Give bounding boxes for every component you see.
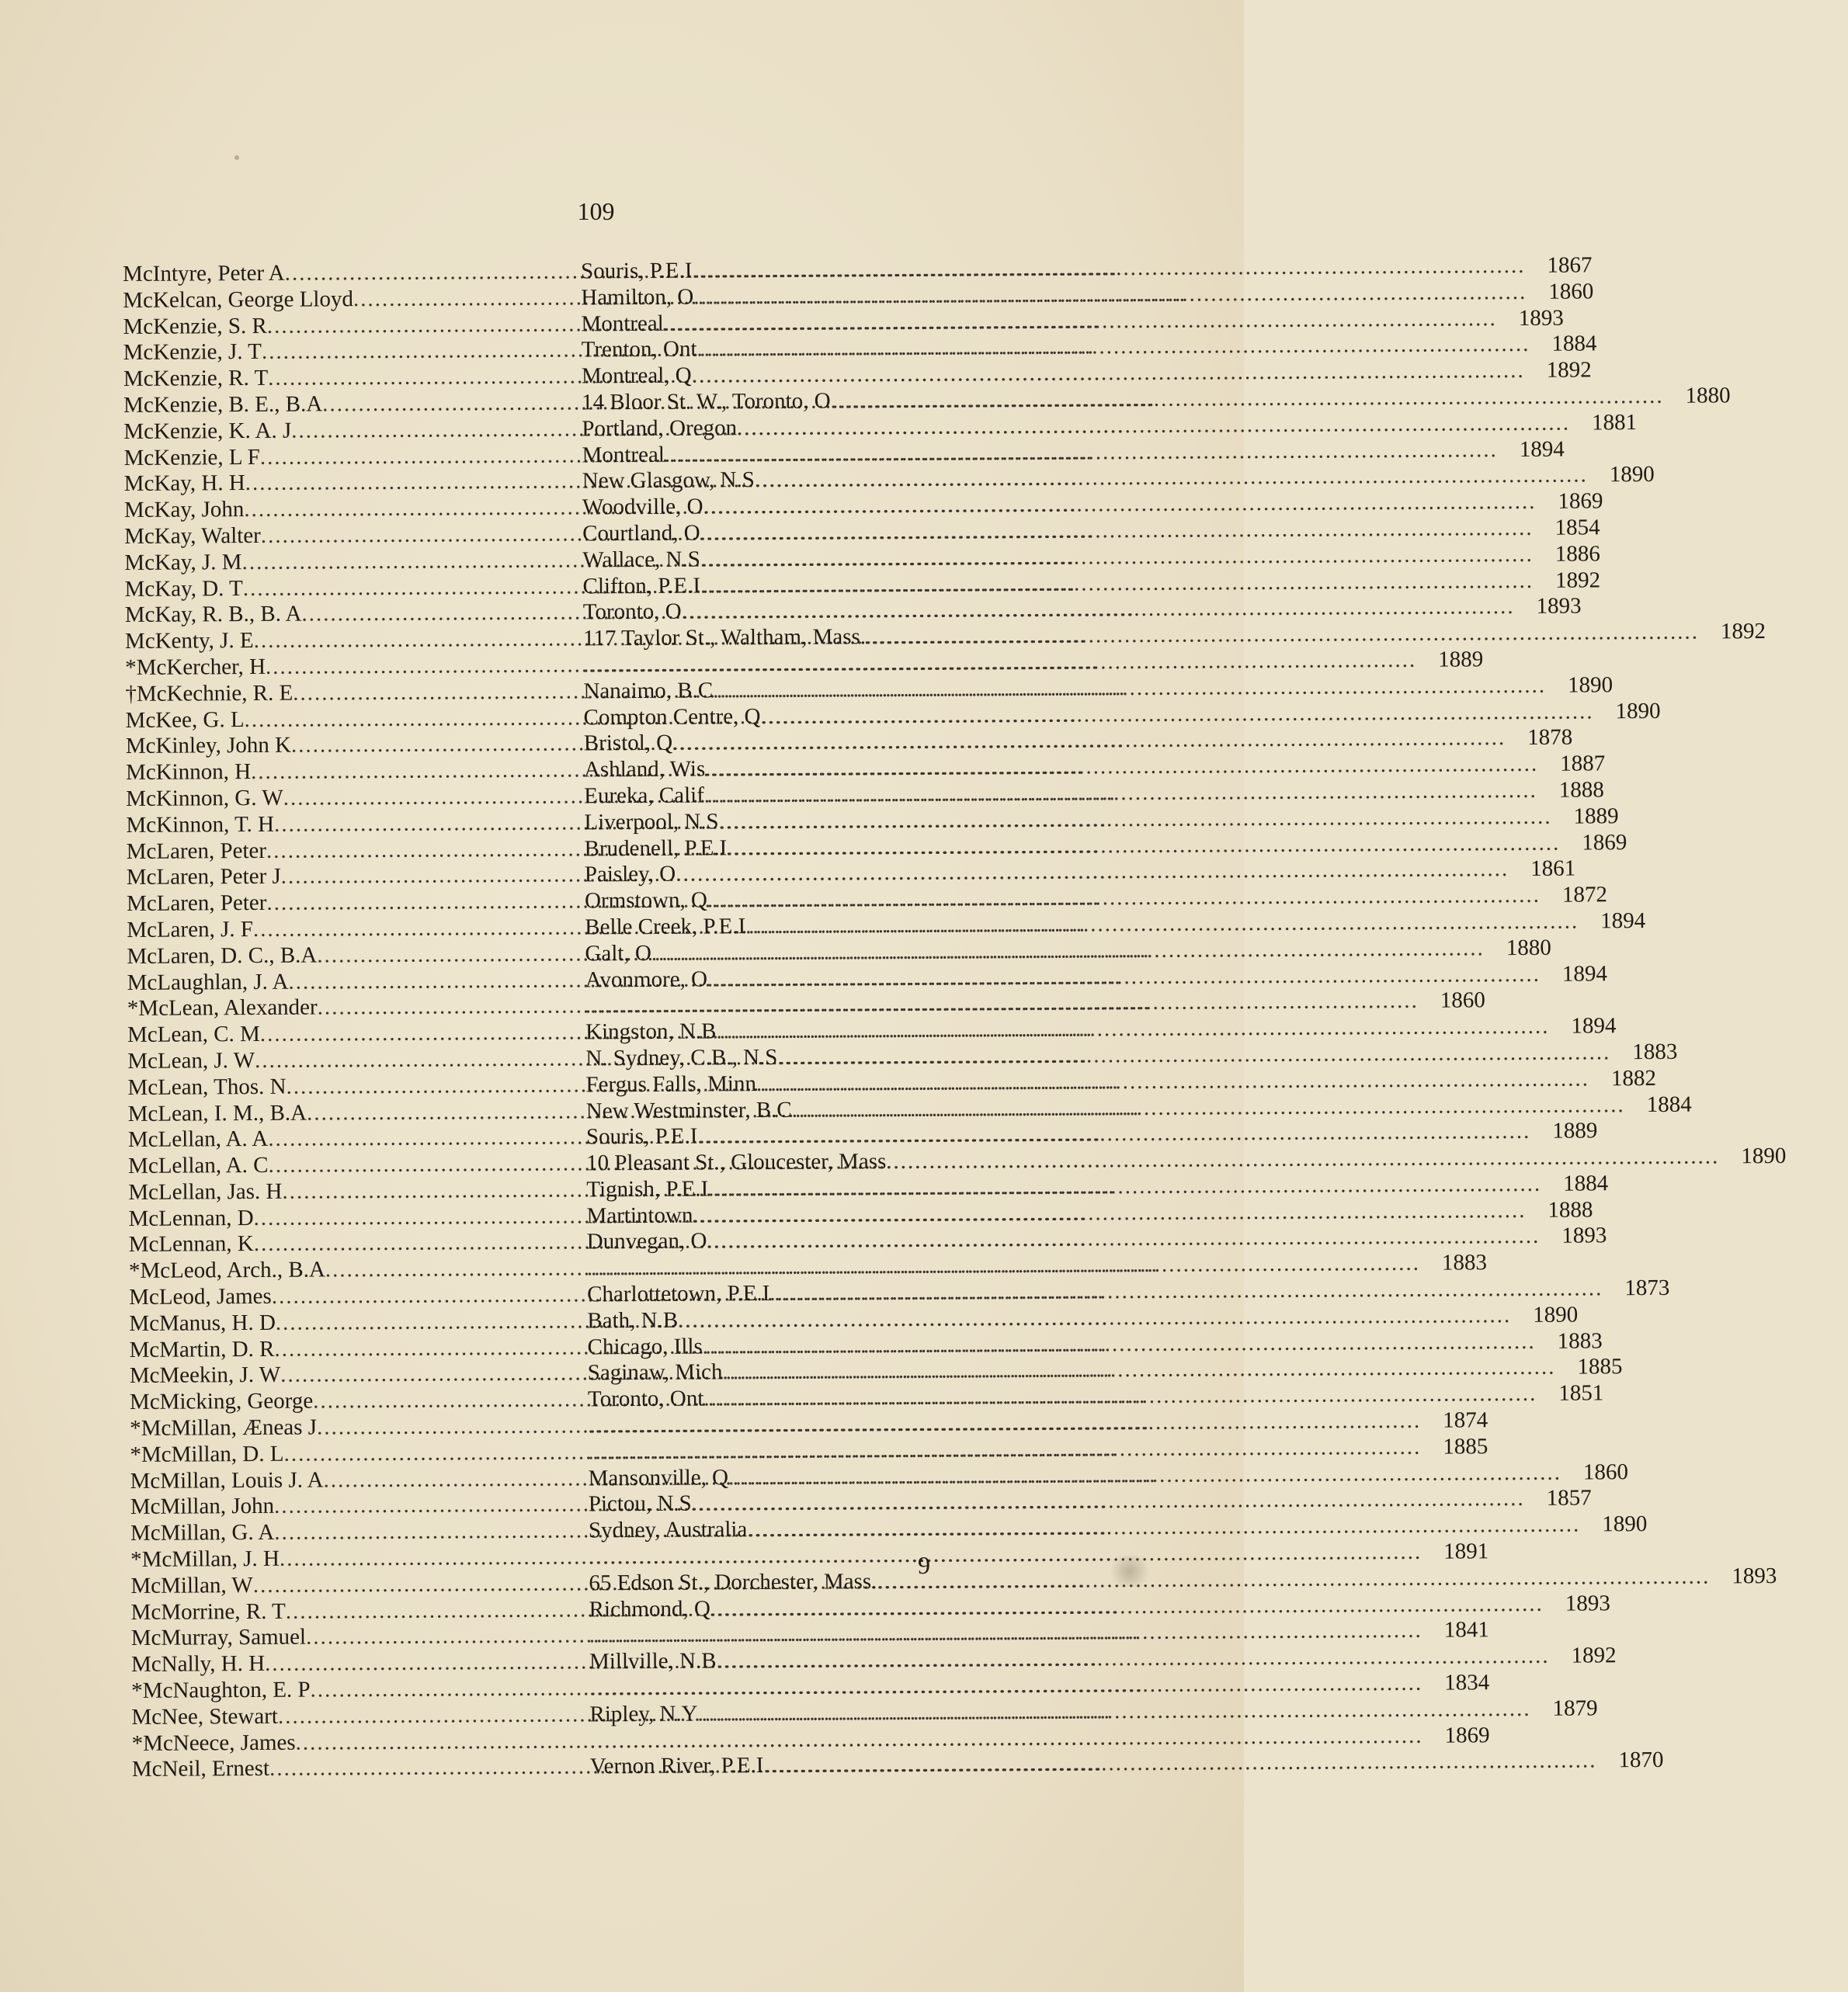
entry-name: McLaren, J. F <box>127 916 254 942</box>
entry-place: 65 Edson St., Dorchester, Mass. <box>589 1568 877 1596</box>
entry-year: 1885 <box>1443 1434 1488 1459</box>
entry-year: 1880 <box>1506 935 1551 960</box>
entry-place: Saginaw, Mich <box>587 1359 723 1386</box>
entry-year: 1886 <box>1554 541 1600 567</box>
entry-name: McKenzie, L F <box>123 444 260 470</box>
entry-place: Fergus Falls, Minn <box>585 1071 757 1098</box>
entry-name: McNally, H. H <box>130 1651 266 1678</box>
name-column <box>130 1466 588 1494</box>
name-column <box>124 469 582 498</box>
entry-name: McLeod, James <box>129 1283 272 1310</box>
name-column <box>128 1177 586 1206</box>
entry-name: McMillan, Louis J. A <box>130 1467 324 1494</box>
name-column <box>125 626 583 655</box>
entry-name: *McKercher, H <box>125 654 266 680</box>
entry-year: 1834 <box>1444 1670 1490 1695</box>
entry-name: McKay, H. H <box>123 470 245 497</box>
name-column <box>130 1387 588 1416</box>
entry-name: McKinnon, G. W <box>126 785 283 811</box>
entry-place: New Glasgow, N.S <box>582 467 755 494</box>
entry-year: 1890 <box>1741 1143 1787 1169</box>
entry-place: Mansonville, Q <box>588 1464 729 1491</box>
entry-year: 1892 <box>1554 567 1601 593</box>
name-column <box>123 338 582 366</box>
entry-year: 1894 <box>1561 960 1608 987</box>
name-column <box>129 1334 587 1363</box>
name-column <box>130 1518 589 1547</box>
entry-name: McLellan, A. A <box>127 1126 269 1153</box>
entry-place: Eureka, Calif <box>584 783 704 809</box>
entry-year: 1893 <box>1536 593 1582 619</box>
name-column <box>131 1675 589 1704</box>
entry-year: 1878 <box>1527 724 1573 751</box>
name-column <box>123 416 582 445</box>
entry-year: 1857 <box>1546 1485 1592 1511</box>
entry-year: 1888 <box>1548 1197 1593 1223</box>
entry-place: Courtland, O <box>582 520 700 547</box>
entry-name: McKenzie, B. E., B.A <box>123 391 323 418</box>
entry-place: Nanaimo, B.C <box>583 678 714 704</box>
dot-leader <box>866 619 1699 651</box>
entry-year: 1893 <box>1518 305 1564 331</box>
name-column <box>131 1623 589 1652</box>
entry-name: McLennan, K <box>128 1231 254 1258</box>
name-column <box>127 941 585 970</box>
entry-name: McKinnon, H <box>125 759 252 786</box>
entry-year: 1883 <box>1557 1328 1603 1354</box>
entry-year: 1884 <box>1563 1171 1609 1196</box>
entry-year: 1883 <box>1632 1039 1678 1065</box>
entry-year: 1870 <box>1618 1747 1664 1773</box>
entry-year: 1861 <box>1530 855 1576 882</box>
name-column <box>130 1439 588 1468</box>
entry-place: Dunvegan, O <box>586 1228 707 1255</box>
entry-place: 14 Bloor St. W., Toronto, O <box>582 388 831 415</box>
name-column <box>131 1650 589 1678</box>
entry-name: McMillan, John <box>130 1494 275 1520</box>
name-column <box>123 442 582 471</box>
entry-name: *McLean, Alexander <box>127 994 318 1022</box>
entry-name: McKay, John <box>123 497 245 523</box>
name-column <box>130 1361 588 1390</box>
entry-place: Tignish, P.E.I <box>586 1176 709 1202</box>
entry-place: New Westminster, B.C <box>585 1097 792 1123</box>
entry-place: Clifton, P.E.I <box>582 573 701 599</box>
entry-place: Martintown <box>586 1202 693 1229</box>
entry-place: N. Sydney, C.B., N.S <box>585 1044 778 1071</box>
dot-leader <box>763 1748 1596 1779</box>
list-item <box>131 1747 1664 1783</box>
entry-place: Richmond, Q <box>589 1596 710 1622</box>
entry-year: 1883 <box>1441 1250 1488 1275</box>
name-column <box>125 678 583 707</box>
entry-place: Wallace, N.S <box>582 547 700 573</box>
name-column <box>127 994 585 1022</box>
entry-year: 1841 <box>1443 1617 1489 1643</box>
entry-place: Brudenell, P.E.I <box>584 835 728 861</box>
name-column <box>126 810 584 838</box>
entry-name: McMeekin, J. W <box>129 1362 281 1389</box>
entry-year: 1893 <box>1565 1590 1610 1616</box>
entry-name: McKinnon, T. H <box>126 811 275 838</box>
entry-year: 1860 <box>1582 1459 1629 1485</box>
entry-place: Charlottetown, P.E.I <box>587 1281 770 1307</box>
page-number: 109 <box>577 197 615 225</box>
entry-year: 1879 <box>1552 1695 1598 1721</box>
entry-year: 1854 <box>1554 515 1600 540</box>
entry-year: 1851 <box>1558 1380 1604 1406</box>
name-column <box>128 1150 586 1179</box>
entry-place: Pictou, N.S <box>588 1491 692 1517</box>
name-column <box>130 1413 588 1442</box>
entry-year: 1869 <box>1558 488 1603 514</box>
name-column <box>124 495 582 524</box>
entry-name: McLaughlan, J. A <box>127 969 289 995</box>
entry-name: McNee, Stewart <box>131 1703 278 1730</box>
entry-place: Galt, O <box>585 940 651 967</box>
entry-year: 1890 <box>1602 1511 1648 1537</box>
name-column <box>124 574 582 602</box>
entry-place: Vernon River, P.E.I <box>589 1753 764 1779</box>
entry-place: Toronto, O <box>582 599 682 625</box>
entry-year: 1882 <box>1610 1065 1656 1091</box>
entry-name: McLaren, Peter <box>126 890 267 917</box>
name-column <box>127 1072 585 1101</box>
entry-year: 1884 <box>1646 1091 1692 1117</box>
entry-name: *McMillan, Æneas J <box>130 1414 318 1442</box>
entry-place: Souris, P.E.I <box>580 258 693 284</box>
entry-place: Trenton, Ont <box>581 336 697 363</box>
entry-place: Bristol, Q <box>583 731 673 756</box>
entry-year: 1894 <box>1571 1013 1617 1039</box>
entry-name: McKenzie, J. T <box>123 339 262 366</box>
entry-name: McLennan, D <box>128 1205 254 1231</box>
entry-year: 1889 <box>1573 803 1619 829</box>
entry-year: 1874 <box>1443 1407 1488 1433</box>
entry-place: Ormstown, Q <box>584 887 708 914</box>
name-column <box>131 1597 589 1626</box>
entry-year: 1881 <box>1591 409 1638 436</box>
entry-name: *McMillan, J. H <box>130 1546 280 1573</box>
entry-year: 1893 <box>1732 1563 1777 1589</box>
name-column <box>123 364 582 393</box>
entry-year: 1890 <box>1568 672 1614 698</box>
name-column <box>132 1728 590 1757</box>
entry-year: 1860 <box>1548 279 1594 304</box>
entry-place: Hamilton, O <box>581 284 694 311</box>
name-column <box>127 862 585 891</box>
entry-year: 1867 <box>1547 252 1593 278</box>
entry-name: *McNaughton, E. P <box>131 1677 311 1703</box>
entry-place: Kingston, N.B <box>585 1019 717 1045</box>
entry-year: 1872 <box>1561 882 1608 908</box>
entry-year: 1873 <box>1624 1275 1670 1301</box>
entry-name: McMicking, George <box>129 1388 314 1415</box>
entry-name: *McMillan, D. L <box>130 1441 284 1467</box>
name-column <box>131 1702 589 1730</box>
entry-name: McMillan, G. A <box>130 1520 275 1546</box>
entry-name: McKelcan, George Lloyd <box>123 286 354 313</box>
entry-name: McIntyre, Peter A <box>123 260 285 286</box>
entry-name: McLellan, A. C <box>128 1152 269 1179</box>
entry-year: 1890 <box>1533 1302 1579 1327</box>
entry-place: Woodville, O <box>582 494 703 520</box>
entry-name: McKay, J. M <box>124 549 242 575</box>
name-column <box>123 390 582 418</box>
entry-place: Belle Creek, P.E.I <box>585 914 746 940</box>
entry-place: 117 Taylor St., Waltham, Mass. <box>582 624 867 651</box>
name-column <box>126 783 584 812</box>
entry-name: McKay, Walter <box>124 522 261 549</box>
entry-place: Montreal, Q <box>581 363 692 389</box>
entry-place: Compton Centre, Q <box>583 703 761 730</box>
name-column <box>123 311 581 340</box>
name-column <box>126 705 584 734</box>
name-column <box>126 758 584 786</box>
name-column <box>130 1492 589 1521</box>
entry-place: Liverpool, N.S <box>584 809 719 835</box>
name-column <box>127 889 585 918</box>
entry-year: 1893 <box>1561 1223 1607 1249</box>
place-column <box>590 1748 1597 1781</box>
entry-name: *McNeece, James <box>131 1730 296 1756</box>
entry-place: Montreal <box>581 311 664 336</box>
paper-speck <box>234 155 239 160</box>
entry-year: 1894 <box>1600 908 1646 934</box>
entry-year: 1869 <box>1582 829 1627 855</box>
entry-name: McLellan, Jas. H <box>128 1178 283 1205</box>
entry-year: 1892 <box>1546 357 1592 383</box>
name-column <box>129 1308 587 1337</box>
entry-place: Ashland, Wis <box>583 756 706 783</box>
entry-year: 1889 <box>1438 647 1484 672</box>
entry-place: 10 Pleasant St., Gloucester, Mass <box>586 1149 887 1176</box>
name-column <box>123 259 581 287</box>
entry-place: Millville, N.B <box>589 1648 717 1674</box>
entry-name: McMartin, D. R <box>129 1336 275 1362</box>
name-column <box>127 1046 585 1074</box>
entry-place: Ripley, N.Y <box>589 1701 698 1727</box>
name-column <box>129 1230 587 1258</box>
name-column <box>127 836 585 865</box>
entry-name: *McLeod, Arch., B.A <box>128 1257 325 1284</box>
entry-name: McLaren, Peter J <box>126 864 281 890</box>
entry-name: McManus, H. D <box>129 1310 276 1336</box>
entry-name: McKenzie, K. A. J <box>123 418 292 444</box>
entry-name: McMorrine, R. T <box>130 1598 286 1625</box>
entry-name: McLaren, Peter <box>126 838 267 864</box>
entry-name: McLean, I. M., B.A <box>127 1100 307 1126</box>
entry-name: McKenzie, S. R <box>123 313 267 339</box>
entry-name: McKinley, John K <box>125 733 292 759</box>
ink-smudge <box>1106 1556 1153 1587</box>
name-column <box>127 914 585 943</box>
entry-place: Portland, Oregon <box>582 415 738 442</box>
entry-year: 1892 <box>1571 1643 1617 1668</box>
entry-name: McLaren, D. C., B.A <box>127 942 318 969</box>
entry-name: McKay, D. T <box>124 575 243 602</box>
entry-year: 1894 <box>1519 436 1565 462</box>
entry-name: †McKechnie, R. E <box>125 680 294 706</box>
entry-place: Sydney, Australia <box>588 1517 748 1543</box>
name-column <box>125 652 583 681</box>
entry-year: 1890 <box>1609 462 1655 488</box>
entry-place: Avonmore, O <box>585 966 708 992</box>
entry-year: 1889 <box>1552 1118 1598 1144</box>
entry-year: 1885 <box>1577 1354 1623 1380</box>
entry-year: 1869 <box>1444 1722 1490 1748</box>
signature-mark: 9 <box>918 1551 930 1579</box>
entry-year: 1890 <box>1615 698 1661 724</box>
entry-name: McKee, G. L <box>125 706 245 733</box>
entry-name: McLean, C. M <box>127 1022 260 1048</box>
name-column <box>126 731 584 760</box>
name-column <box>128 1098 586 1127</box>
entry-name: McLean, Thos. N <box>127 1074 287 1100</box>
entry-name: McMurray, Samuel <box>130 1625 307 1651</box>
name-column <box>132 1754 590 1783</box>
name-column <box>124 521 582 550</box>
name-column <box>129 1282 587 1310</box>
entry-name: McKenty, J. E <box>124 628 254 654</box>
entry-name: McLean, J. W <box>127 1047 255 1074</box>
entry-year: 1891 <box>1443 1539 1489 1564</box>
name-column <box>125 600 583 629</box>
entry-year: 1880 <box>1685 383 1731 408</box>
entry-name: McMillan, W <box>130 1572 253 1598</box>
name-column <box>127 1019 585 1048</box>
entry-year: 1892 <box>1720 619 1766 644</box>
entry-place: Montreal <box>582 442 665 467</box>
entry-place: Chicago, Ills <box>587 1334 703 1360</box>
name-column <box>127 967 585 996</box>
name-column <box>123 285 581 314</box>
entry-year: 1884 <box>1551 331 1597 357</box>
entry-name: McKenzie, R. T <box>123 366 269 392</box>
entry-place: Souris, P.E.I <box>585 1123 698 1150</box>
entry-year: 1860 <box>1440 987 1485 1013</box>
entry-year: 1887 <box>1560 751 1606 776</box>
name-column <box>129 1256 587 1285</box>
entry-name: McKay, R. B., B. A <box>124 601 302 628</box>
name-column <box>128 1125 586 1154</box>
entry-year: 1888 <box>1558 777 1604 803</box>
entry-name: McNeil, Ernest <box>131 1756 270 1782</box>
name-column <box>124 547 582 576</box>
entry-place: Toronto, Ont <box>587 1386 704 1412</box>
entry-place: Bath, N.B <box>587 1307 679 1334</box>
name-column <box>128 1203 586 1232</box>
entry-place: Paisley, O <box>584 861 676 887</box>
